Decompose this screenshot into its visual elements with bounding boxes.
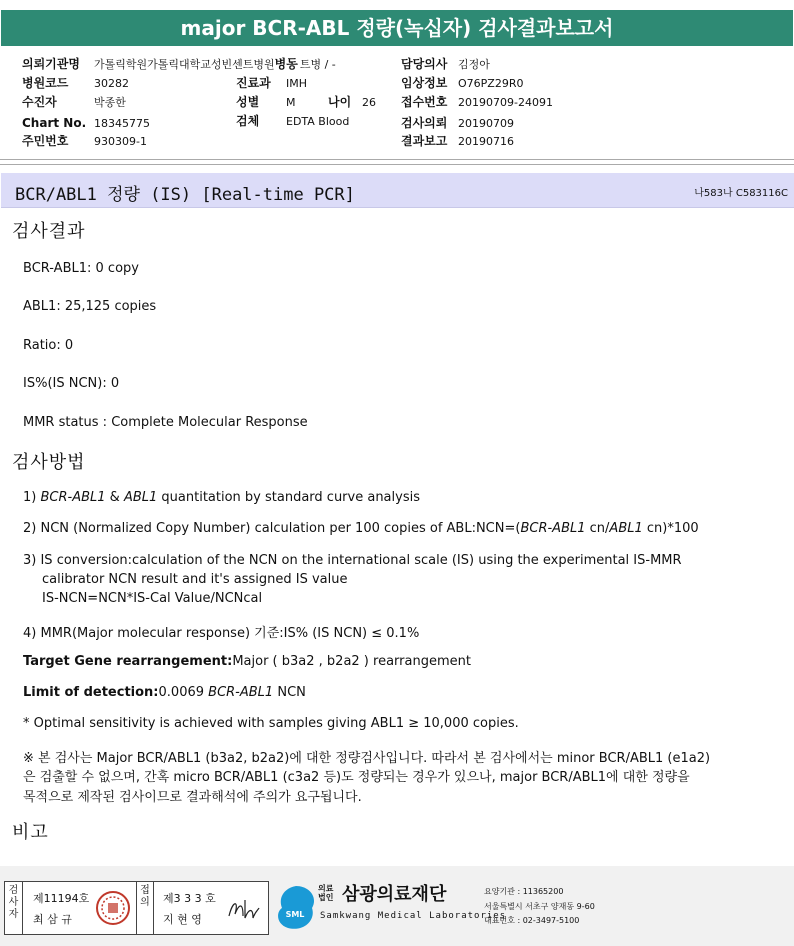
test-header <box>1 173 794 208</box>
confirmer-license-no: 제3 3 3 호 <box>163 892 216 905</box>
info-request-date <box>401 116 514 131</box>
method-line-4: 4) MMR(Major molecular response) 기준:IS% (IS NCN) ≤ 0.1% <box>23 626 420 641</box>
gene-name: ABL1 <box>609 521 643 536</box>
info-label: 임상정보 <box>401 76 448 90</box>
info-label: 접수번호 <box>401 95 448 109</box>
target-gene-line <box>23 654 471 669</box>
info-label: 성별 <box>236 95 260 109</box>
confirmer-role-text: 접 의 <box>140 885 150 908</box>
info-label: 주민번호 <box>22 134 69 148</box>
method-line-3c: IS-NCN=NCN*IS-Cal Value/NCNcal <box>42 591 263 606</box>
tester-license-no: 제11194호 <box>33 892 90 905</box>
logo-text: SML <box>285 910 305 919</box>
result-line: MMR status : Complete Molecular Response <box>23 415 308 430</box>
gene-name: ABL1 <box>123 490 158 505</box>
info-label: 수진자 <box>22 95 57 109</box>
method-text: quantitation by standard curve analysis <box>161 490 420 505</box>
info-patient-name <box>22 95 126 110</box>
tester-role-text: 검 사 자 <box>8 885 19 920</box>
info-report-date <box>401 134 514 149</box>
institution-code: 요양기관 : 11365200 <box>484 887 564 896</box>
info-value: 20190709 <box>458 117 514 130</box>
target-gene-value: Major ( b3a2 , b2a2 ) rearrangement <box>232 654 471 669</box>
institution-name: 삼광의료재단 <box>342 884 447 905</box>
test-name: BCR/ABL1 정량 (IS) [Real-time PCR] <box>15 185 355 205</box>
report-title: major BCR-ABL 정량(녹십자) 검사결과보고서 <box>1 10 793 46</box>
info-clinical <box>401 76 523 91</box>
tester-name: 최 삼 규 <box>33 913 72 926</box>
gene-name: BCR-ABL1 <box>208 685 274 700</box>
info-value: 20190709-24091 <box>458 96 553 109</box>
method-text: 2) NCN (Normalized Copy Number) calculation per 100 copies of ABL:NCN=( <box>23 521 521 536</box>
institution-english-name: Samkwang Medical Laboratories <box>320 911 507 921</box>
result-line: Ratio: 0 <box>23 338 74 353</box>
info-label: Chart No. <box>22 116 87 130</box>
info-label: 검사의뢰 <box>401 116 448 130</box>
info-value: 30282 <box>94 77 129 90</box>
info-value: 18345775 <box>94 117 150 130</box>
method-text: cn/ <box>589 521 610 536</box>
info-label: 병원코드 <box>22 76 69 90</box>
disclaimer-line-1: ※ 본 검사는 Major BCR/ABL1 (b3a2, b2a2)에 대한 정량검사입니다. 따라서 본 검사에서는 minor BCR/ABL1 (e1a2) <box>23 751 711 766</box>
info-chart-no <box>22 116 150 131</box>
info-value: 930309-1 <box>94 135 147 148</box>
info-doctor <box>401 57 490 72</box>
info-sex-age <box>236 95 376 110</box>
info-value: 가톨릭학원가톨릭대학교성빈센트병원 <box>94 58 275 71</box>
method-line-2 <box>23 521 699 536</box>
info-label: 진료과 <box>236 76 271 90</box>
info-label: 검체 <box>236 114 260 128</box>
method-line-3b: calibrator NCN result and it's assigned IS value <box>42 572 348 587</box>
info-value: O76PZ29R0 <box>458 77 524 90</box>
info-label: 담당의사 <box>401 57 448 71</box>
method-text: cn)*100 <box>646 521 699 536</box>
info-label: 병동 <box>274 57 298 71</box>
institution-address: 서울특별시 서초구 양재동 9-60 <box>484 902 595 911</box>
result-line: ABL1: 25,125 copies <box>23 299 157 314</box>
method-line-1 <box>23 490 420 505</box>
info-value: 김정아 <box>458 58 490 71</box>
institution-phone: 대표번호 : 02-3497-5100 <box>484 916 580 925</box>
info-value: EDTA Blood <box>286 115 350 128</box>
section-result-heading: 검사결과 <box>12 221 86 242</box>
confirmer-role-label <box>136 882 154 934</box>
sml-logo-icon <box>274 884 316 930</box>
disclaimer-line-3: 목적으로 제작된 검사이므로 결과해석에 주의가 요구됩니다. <box>23 790 362 805</box>
section-remark-heading: 비고 <box>12 822 49 843</box>
divider <box>0 164 794 165</box>
info-value: IMH <box>286 77 308 90</box>
info-resident-no <box>22 134 147 149</box>
info-value: 26 <box>362 96 376 109</box>
info-value: 20190716 <box>458 135 514 148</box>
method-text: & <box>109 490 120 505</box>
method-text: 1) <box>23 490 37 505</box>
gene-name: BCR-ABL1 <box>40 490 106 505</box>
info-hospital-code <box>22 76 129 91</box>
result-line: BCR-ABL1: 0 copy <box>23 261 139 276</box>
gene-name: BCR-ABL1 <box>520 521 586 536</box>
prefix-bottom: 법인 <box>318 893 334 902</box>
confirmer-name: 지 현 영 <box>163 913 202 926</box>
info-value: M <box>286 96 296 109</box>
method-line-3a: 3) IS conversion:calculation of the NCN on the international scale (IS) using the experimental IS-MMR <box>23 553 682 568</box>
lod-unit: NCN <box>277 685 306 700</box>
info-referring-institution <box>22 57 336 72</box>
target-gene-label: Target Gene rearrangement: <box>23 654 233 669</box>
info-receipt-no <box>401 95 553 110</box>
lod-value: 0.0069 <box>158 685 205 700</box>
sensitivity-note: * Optimal sensitivity is achieved with samples giving ABL1 ≥ 10,000 copies. <box>23 716 519 731</box>
info-value: 트병 / - <box>299 58 336 71</box>
seal-icon <box>95 890 131 926</box>
info-department <box>236 76 307 91</box>
info-label: 나이 <box>328 95 352 109</box>
handwritten-signature-icon <box>225 894 261 924</box>
disclaimer-line-2: 은 검출할 수 없으며, 간혹 micro BCR/ABL1 (c3a2 등)도 정량되는 경우가 있으나, major BCR/ABL1에 대한 정량을 <box>23 770 690 785</box>
tester-role-label <box>5 882 23 934</box>
result-line: IS%(IS NCN): 0 <box>23 376 120 391</box>
divider <box>0 159 794 160</box>
signature-box <box>4 881 269 935</box>
institution-prefix <box>318 884 333 902</box>
lod-label: Limit of detection: <box>23 685 159 700</box>
prefix-top: 의료 <box>318 884 334 893</box>
info-value: 박종한 <box>94 96 126 109</box>
lod-line <box>23 685 306 700</box>
test-code: 나583나 C583116C <box>694 188 788 199</box>
info-specimen <box>236 114 349 129</box>
info-label: 의뢰기관명 <box>22 57 80 71</box>
section-method-heading: 검사방법 <box>12 452 86 473</box>
info-label: 결과보고 <box>401 134 448 148</box>
